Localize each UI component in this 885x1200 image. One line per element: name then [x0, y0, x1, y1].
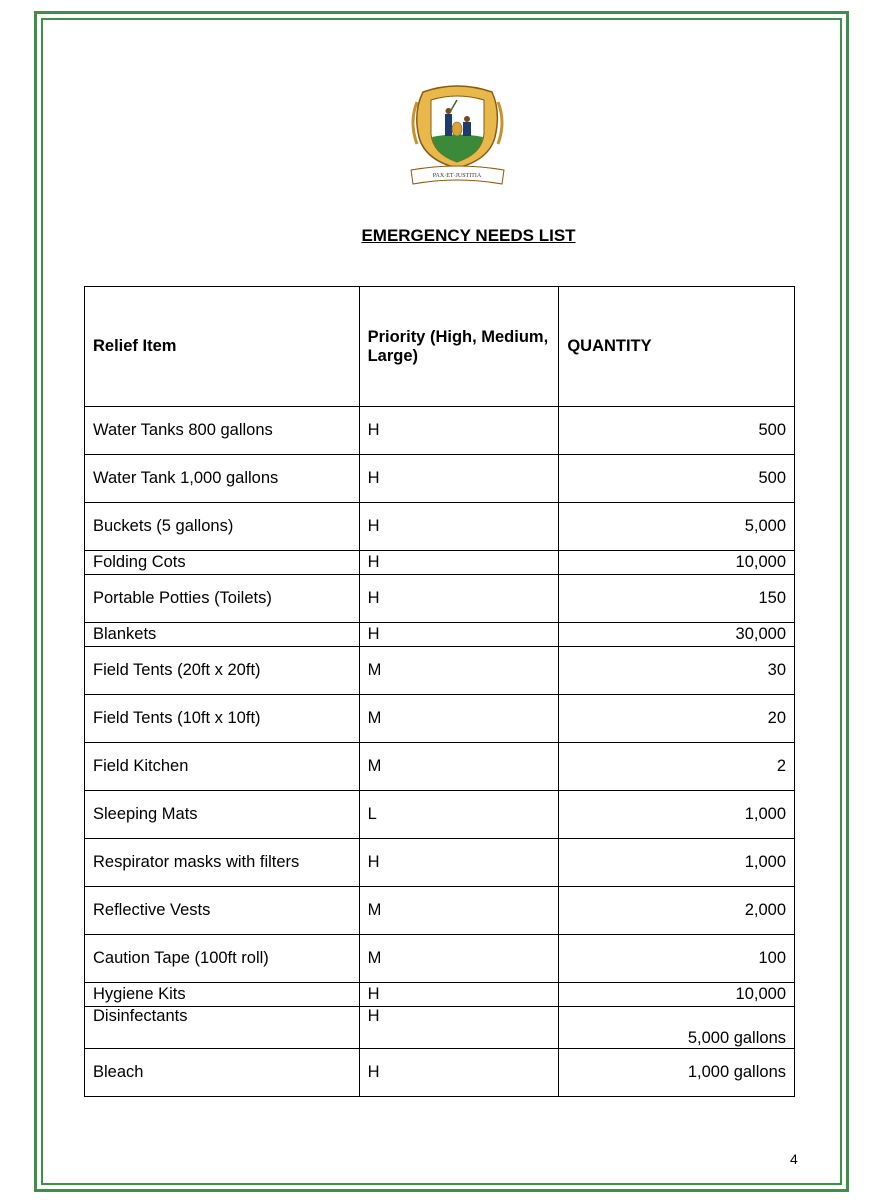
cell-item: Water Tanks 800 gallons	[85, 407, 360, 455]
cell-priority: H	[359, 1007, 559, 1049]
page-title: EMERGENCY NEEDS LIST	[361, 226, 576, 245]
cell-quantity: 20	[559, 695, 795, 743]
emergency-needs-table	[84, 286, 795, 1097]
cell-quantity: 5,000	[559, 503, 795, 551]
cell-item: Hygiene Kits	[85, 983, 360, 1007]
cell-priority: M	[359, 935, 559, 983]
table-row	[85, 647, 795, 695]
cell-quantity: 30,000	[559, 623, 795, 647]
cell-item: Portable Potties (Toilets)	[85, 575, 360, 623]
cell-priority: L	[359, 791, 559, 839]
table-header-row	[85, 287, 795, 407]
cell-item: Folding Cots	[85, 551, 360, 575]
cell-quantity: 500	[559, 407, 795, 455]
cell-quantity: 1,000	[559, 839, 795, 887]
cell-item: Caution Tape (100ft roll)	[85, 935, 360, 983]
table-row	[85, 791, 795, 839]
header-priority: Priority (High, Medium, Large)	[359, 287, 559, 407]
cell-priority: H	[359, 1049, 559, 1097]
cell-quantity: 30	[559, 647, 795, 695]
cell-priority: H	[359, 455, 559, 503]
table-row	[85, 1049, 795, 1097]
cell-quantity: 5,000 gallons	[559, 1007, 795, 1049]
table-row	[85, 407, 795, 455]
cell-quantity: 1,000	[559, 791, 795, 839]
cell-item: Blankets	[85, 623, 360, 647]
cell-quantity: 2,000	[559, 887, 795, 935]
cell-quantity: 10,000	[559, 551, 795, 575]
seal-motto: PAX·ET·JUSTITIA	[432, 173, 482, 179]
table-row	[85, 695, 795, 743]
page-number: 4	[790, 1151, 798, 1167]
cell-item: Sleeping Mats	[85, 791, 360, 839]
cell-priority: M	[359, 647, 559, 695]
table-row	[85, 623, 795, 647]
cell-priority: H	[359, 503, 559, 551]
cell-item: Field Tents (10ft x 10ft)	[85, 695, 360, 743]
header-relief-item: Relief Item	[85, 287, 360, 407]
cell-quantity: 1,000 gallons	[559, 1049, 795, 1097]
table-row	[85, 455, 795, 503]
table-row	[85, 839, 795, 887]
cell-priority: M	[359, 887, 559, 935]
coat-of-arms-seal	[405, 82, 510, 190]
cell-item: Field Tents (20ft x 20ft)	[85, 647, 360, 695]
table-row	[85, 503, 795, 551]
cell-item: Buckets (5 gallons)	[85, 503, 360, 551]
table-row	[85, 935, 795, 983]
cell-item: Disinfectants	[85, 1007, 360, 1049]
cell-quantity: 150	[559, 575, 795, 623]
cell-item: Respirator masks with filters	[85, 839, 360, 887]
cell-priority: H	[359, 575, 559, 623]
table-row	[85, 551, 795, 575]
cell-priority: H	[359, 623, 559, 647]
cell-priority: M	[359, 695, 559, 743]
cell-priority: H	[359, 407, 559, 455]
cell-quantity: 100	[559, 935, 795, 983]
cell-quantity: 500	[559, 455, 795, 503]
table-row	[85, 1007, 795, 1049]
cell-item: Field Kitchen	[85, 743, 360, 791]
header-quantity: QUANTITY	[559, 287, 795, 407]
cell-quantity: 10,000	[559, 983, 795, 1007]
table-row	[85, 575, 795, 623]
cell-priority: H	[359, 551, 559, 575]
cell-priority: H	[359, 983, 559, 1007]
cell-item: Bleach	[85, 1049, 360, 1097]
cell-priority: M	[359, 743, 559, 791]
cell-priority: H	[359, 839, 559, 887]
table-row	[85, 983, 795, 1007]
table-row	[85, 743, 795, 791]
cell-item: Water Tank 1,000 gallons	[85, 455, 360, 503]
cell-quantity: 2	[559, 743, 795, 791]
cell-item: Reflective Vests	[85, 887, 360, 935]
table-row	[85, 887, 795, 935]
